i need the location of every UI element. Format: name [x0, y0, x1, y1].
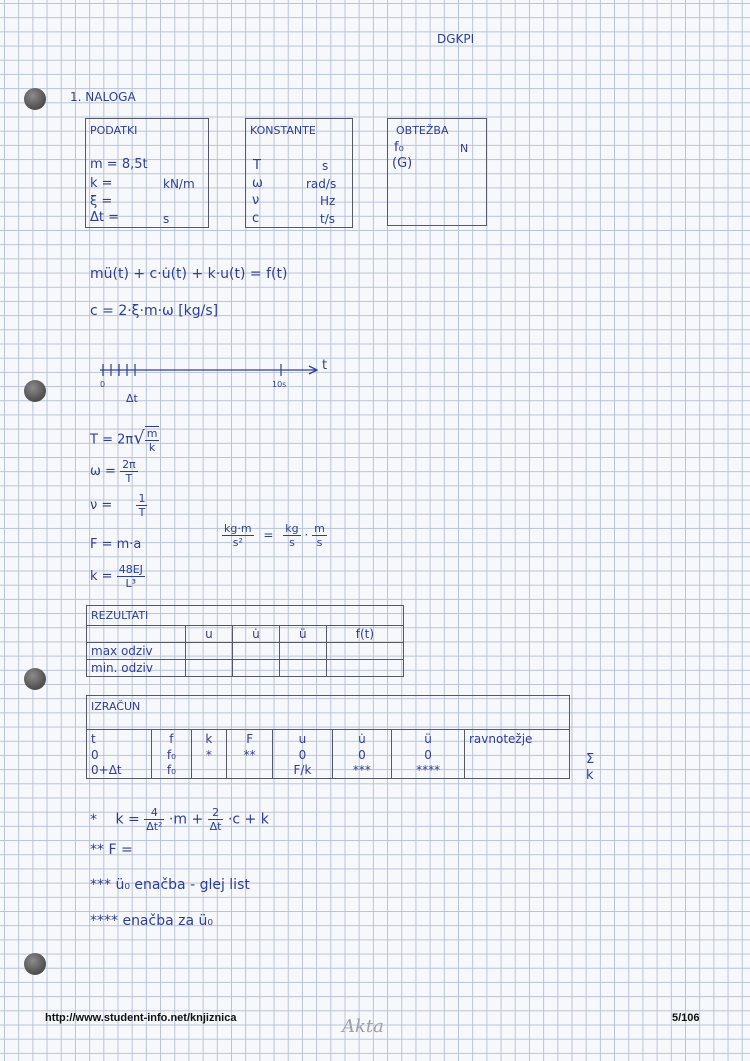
table-cell — [186, 643, 233, 660]
period-den: k — [148, 441, 156, 454]
frequency-lhs: ν = — [90, 498, 113, 513]
izracun-side-sum: Σ — [586, 752, 595, 767]
period-lhs: T = 2π — [90, 432, 134, 448]
binder-hole-2 — [24, 380, 46, 402]
table-cell: 0 — [273, 748, 332, 763]
rezultati-title: REZULTATI — [87, 606, 404, 626]
time-axis-label: t — [322, 358, 328, 373]
force-formula: F = m·a — [90, 537, 142, 552]
damping-formula: c = 2·ξ·m·ω [kg/s] — [90, 303, 219, 319]
izracun-header-t: t — [87, 730, 152, 748]
table-cell: f₀ — [152, 748, 192, 763]
table-cell — [279, 660, 326, 677]
unit-num-3: m — [314, 522, 325, 535]
footnote-1-frac2-num: 2 — [208, 806, 224, 820]
equation-of-motion: mü(t) + c·u̇(t) + k·u(t) = f(t) — [90, 266, 288, 282]
omega-num: 2π — [122, 458, 136, 471]
unit-derivation: $\frac{kg\cdot m}{\text{s²}}$ = $\frac{kg}{s}$ · $\frac{m}{s}$ — [224, 522, 325, 549]
time-axis-dt: Δt — [126, 392, 138, 405]
table-cell — [465, 748, 570, 763]
footnote-3: *** ü₀ enačba - glej list — [90, 877, 250, 893]
izracun-table — [86, 695, 570, 779]
table-cell — [279, 643, 326, 660]
frequency-formula — [90, 492, 147, 519]
rezultati-header-blank — [87, 626, 186, 643]
podatki-row-2-sym: k = — [90, 176, 113, 191]
izracun-title: IZRAČUN — [87, 696, 570, 730]
time-axis-end: 10s — [272, 380, 287, 389]
binder-hole-3 — [24, 668, 46, 690]
table-cell: F/k — [273, 763, 332, 779]
obtezba-title: OBTEŽBA — [396, 124, 449, 137]
page-number: 5/106 — [672, 1012, 700, 1024]
footnote-1-lhs: k = — [115, 811, 140, 828]
konstante-row-2-sym: ω — [252, 176, 263, 191]
izracun-header-balance: ravnotežje — [465, 730, 570, 748]
footnote-1 — [90, 806, 269, 833]
brand-logo: Akta — [342, 1016, 384, 1037]
table-cell: * — [191, 748, 226, 763]
konstante-row-4-unit: t/s — [320, 212, 335, 226]
izracun-side-k: k — [586, 768, 594, 783]
table-cell: 0 — [332, 748, 392, 763]
podatki-row-4-sym: Δt = — [90, 210, 120, 225]
footnote-1-mark: * — [90, 811, 97, 828]
izracun-header-v: u̇ — [332, 730, 392, 748]
table-cell — [226, 763, 272, 779]
konstante-row-1-sym: T — [253, 158, 261, 173]
konstante-title: KONSTANTE — [250, 124, 316, 137]
unit-den-3: s — [316, 536, 323, 549]
izracun-header-force: F — [226, 730, 272, 748]
stiffness-formula — [90, 563, 145, 590]
stiffness-lhs: k = — [90, 569, 113, 584]
table-cell — [232, 643, 279, 660]
podatki-title: PODATKI — [90, 124, 138, 137]
table-cell: 0 — [392, 748, 465, 763]
rezultati-header-a: ü — [279, 626, 326, 643]
table-cell: ** — [226, 748, 272, 763]
podatki-row-2-unit: kN/m — [163, 177, 195, 191]
table-cell — [326, 660, 403, 677]
unit-equals: = — [263, 528, 274, 542]
izracun-header-k: k — [191, 730, 226, 748]
stiffness-num: 48EJ — [118, 563, 143, 576]
table-cell — [465, 763, 570, 779]
period-formula: T = 2π√ $\frac{m}{k}$ — [90, 427, 158, 454]
podatki-row-1-sym: m = 8,5t — [90, 157, 148, 172]
footer-url[interactable]: http://www.student-info.net/knjiznica — [45, 1012, 237, 1024]
obtezba-g: (G) — [392, 156, 413, 171]
table-cell: f₀ — [152, 763, 192, 779]
table-cell — [186, 660, 233, 677]
table-cell: *** — [332, 763, 392, 779]
footnote-1-frac2-den: Δt — [209, 820, 222, 833]
stiffness-den: L³ — [125, 577, 137, 590]
obtezba-unit: N — [460, 142, 469, 155]
binder-hole-4 — [24, 953, 46, 975]
frequency-num: 1 — [138, 492, 146, 505]
footnote-1-frac1-num: 4 — [144, 806, 164, 820]
period-num: m — [146, 427, 158, 440]
izracun-row-1-t: 0 — [87, 748, 152, 763]
podatki-row-4-unit: s — [163, 212, 170, 226]
podatki-row-3-sym: ξ = — [90, 194, 113, 209]
rezultati-row-max: max odziv — [87, 643, 186, 660]
task-title: 1. NALOGA — [70, 90, 136, 104]
binder-hole-1 — [24, 88, 46, 110]
omega-den: T — [125, 472, 133, 485]
konstante-row-1-unit: s — [322, 159, 329, 173]
omega-formula — [90, 458, 138, 485]
rezultati-header-u: u — [186, 626, 233, 643]
footnote-2: ** F = — [90, 842, 133, 858]
unit-den-1: s² — [232, 536, 243, 549]
table-cell: **** — [392, 763, 465, 779]
footnote-4: **** enačba za ü₀ — [90, 913, 213, 929]
table-cell — [326, 643, 403, 660]
time-axis-origin: 0 — [100, 380, 106, 389]
rezultati-header-f: f(t) — [326, 626, 403, 643]
table-cell — [191, 763, 226, 779]
rezultati-row-min: min. odziv — [87, 660, 186, 677]
frequency-den: T — [138, 506, 146, 519]
table-cell — [232, 660, 279, 677]
izracun-row-2-t: 0+Δt — [87, 763, 152, 779]
unit-den-2: s — [289, 536, 295, 549]
omega-lhs: ω = — [90, 464, 116, 479]
obtezba-f0: f₀ — [394, 140, 404, 155]
izracun-header-a: ü — [392, 730, 465, 748]
rezultati-header-v: u̇ — [232, 626, 279, 643]
header-tag: DGKPI — [437, 32, 475, 46]
footnote-1-end: ·c + k — [227, 811, 269, 828]
konstante-row-3-sym: ν — [252, 193, 260, 208]
rezultati-table — [86, 605, 404, 677]
konstante-row-4-sym: c — [252, 211, 260, 226]
izracun-header-u: u — [273, 730, 332, 748]
unit-num-1: kg·m — [224, 522, 252, 535]
unit-num-2: kg — [285, 522, 299, 535]
izracun-header-f: f — [152, 730, 192, 748]
footnote-1-frac1-den: Δt² — [146, 820, 163, 833]
konstante-row-3-unit: Hz — [320, 194, 336, 208]
konstante-row-2-unit: rad/s — [306, 177, 337, 191]
footnote-1-mid: ·m + — [168, 811, 204, 828]
